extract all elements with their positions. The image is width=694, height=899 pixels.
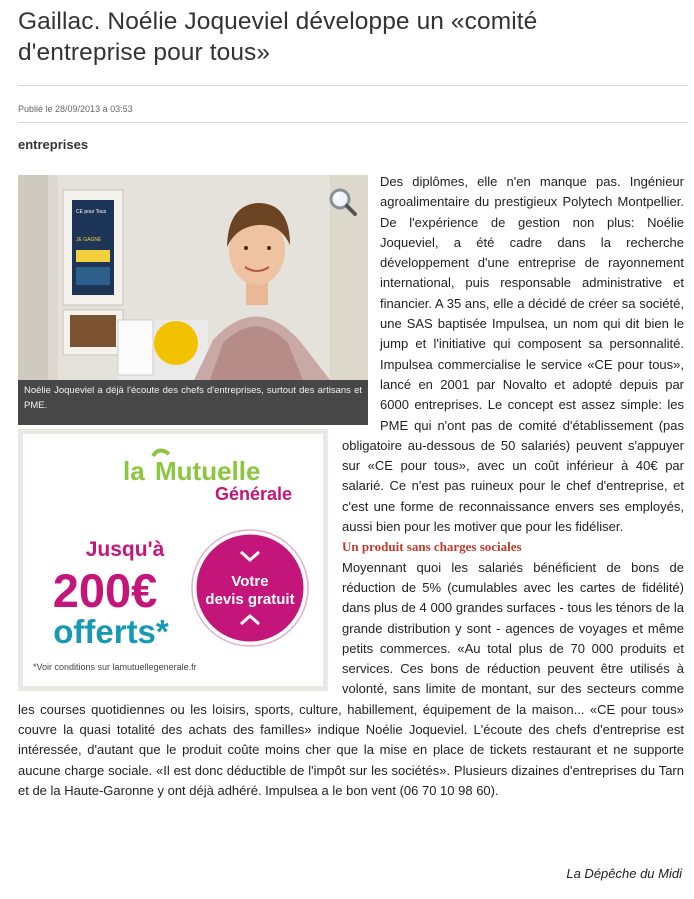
poster-text: JE GAGNE	[76, 237, 102, 243]
ad-banner[interactable]	[23, 434, 323, 686]
ad-offer-line3: offerts*	[53, 613, 169, 650]
article-title: Gaillac. Noélie Joqueviel développe un «comité d'entreprise pour tous»	[18, 8, 538, 66]
paragraph: Moyennant quoi les salariés bénéficient de bons de réduction de 5% (cumulables avec les cartes de fidélité) dans plus de 4 000 grandes surfaces - tous les ténors de la grande distribution y sont - agences de voyages et même petits commerces. «Au total plus de 70 000 produits et services. Ces bons de réduction peuvent être utilisés à volonté, sans limite de montant, sur des secteurs comme les courses quotidiennes ou les loisirs, sports, culture, habillement, équipement de la maison... «CE pour tous» couvre la quasi totalité des achats des familles» indique Noélie Joqueviel. L'écoute des chefs d'entreprise est intéressée, d'autant que le produit coûte moins cher que la mise en place de tickets restaurant et ne supporte aucune charge sociale. «Il est donc déductible de l'impôt sur les sociétés». Plusieurs dizaines d'entreprises du Tarn et de la Haute-Garonne y ont déjà adhéré. Impulsea a le bon vent (06 70 10 98 60).	[18, 559, 684, 798]
ad-cta-line1: Votre	[231, 573, 269, 590]
divider	[18, 85, 688, 86]
ad-disclaimer: *Voir conditions sur lamutuellegenerale.fr	[33, 662, 197, 672]
article-photo[interactable]	[18, 175, 368, 380]
article-body	[18, 172, 684, 801]
publish-date: Publié le 28/09/2013 à 03:53	[18, 104, 133, 114]
ad-brand-generale: Générale	[215, 484, 293, 504]
poster-text: CE pour Tous	[76, 209, 107, 215]
ad-cta-line2: devis gratuit	[205, 591, 295, 608]
section-label: entreprises	[18, 137, 89, 152]
paragraph: Des diplômes, elle n'en manque pas. Ingénieur agroalimentaire du prestigieux Polytech Montpellier. De l'expérience de gestion non plus: Noélie Joqueviel, a été cadre dans la recherche développement d'une entreprise de rayonnement international, puis responsable administrative et financier. A 35 ans, elle a décidé de créer sa société, une SAS baptisée Impulsea, un nom qui dit bien le jump et l'initiative qui composent sa personnalité. Impulsea commercialise le service «CE pour tous», lancé en 2001 par Novalto et adopté depuis par 6000 entreprises. Le concept est assez simple: les PME qui n'ont pas de comité d'établissement (pas obligatoire au-dessous de 50 salariés) peuvent s'appuyer sur «CE pour tous», avec un coût inférieur à 40€ par salarié. Ce n'est pas ruineux pour le chef d'entreprise, et c'est une forme de reconnaissance envers ses employés, aussi bien pour les motiver que pour les fidéliser.	[342, 174, 684, 535]
photo-figure[interactable]	[18, 175, 368, 425]
article-source: La Dépêche du Midi	[566, 866, 682, 881]
ad-offer-line1: Jusqu'à	[85, 538, 165, 561]
divider	[18, 122, 688, 123]
subheading: Un produit sans charges sociales	[342, 539, 522, 555]
ad-offer-amount: 200€	[52, 564, 158, 617]
magnifier-icon[interactable]	[328, 187, 358, 217]
photo-caption: Noélie Joqueviel a déjà l'écoute des chefs d'entreprises, surtout des artisans et PME.	[18, 380, 368, 425]
ad-brand-la: la	[123, 456, 145, 486]
advertisement[interactable]	[18, 429, 328, 691]
ad-brand-mutuelle: Mutuelle	[155, 456, 261, 486]
